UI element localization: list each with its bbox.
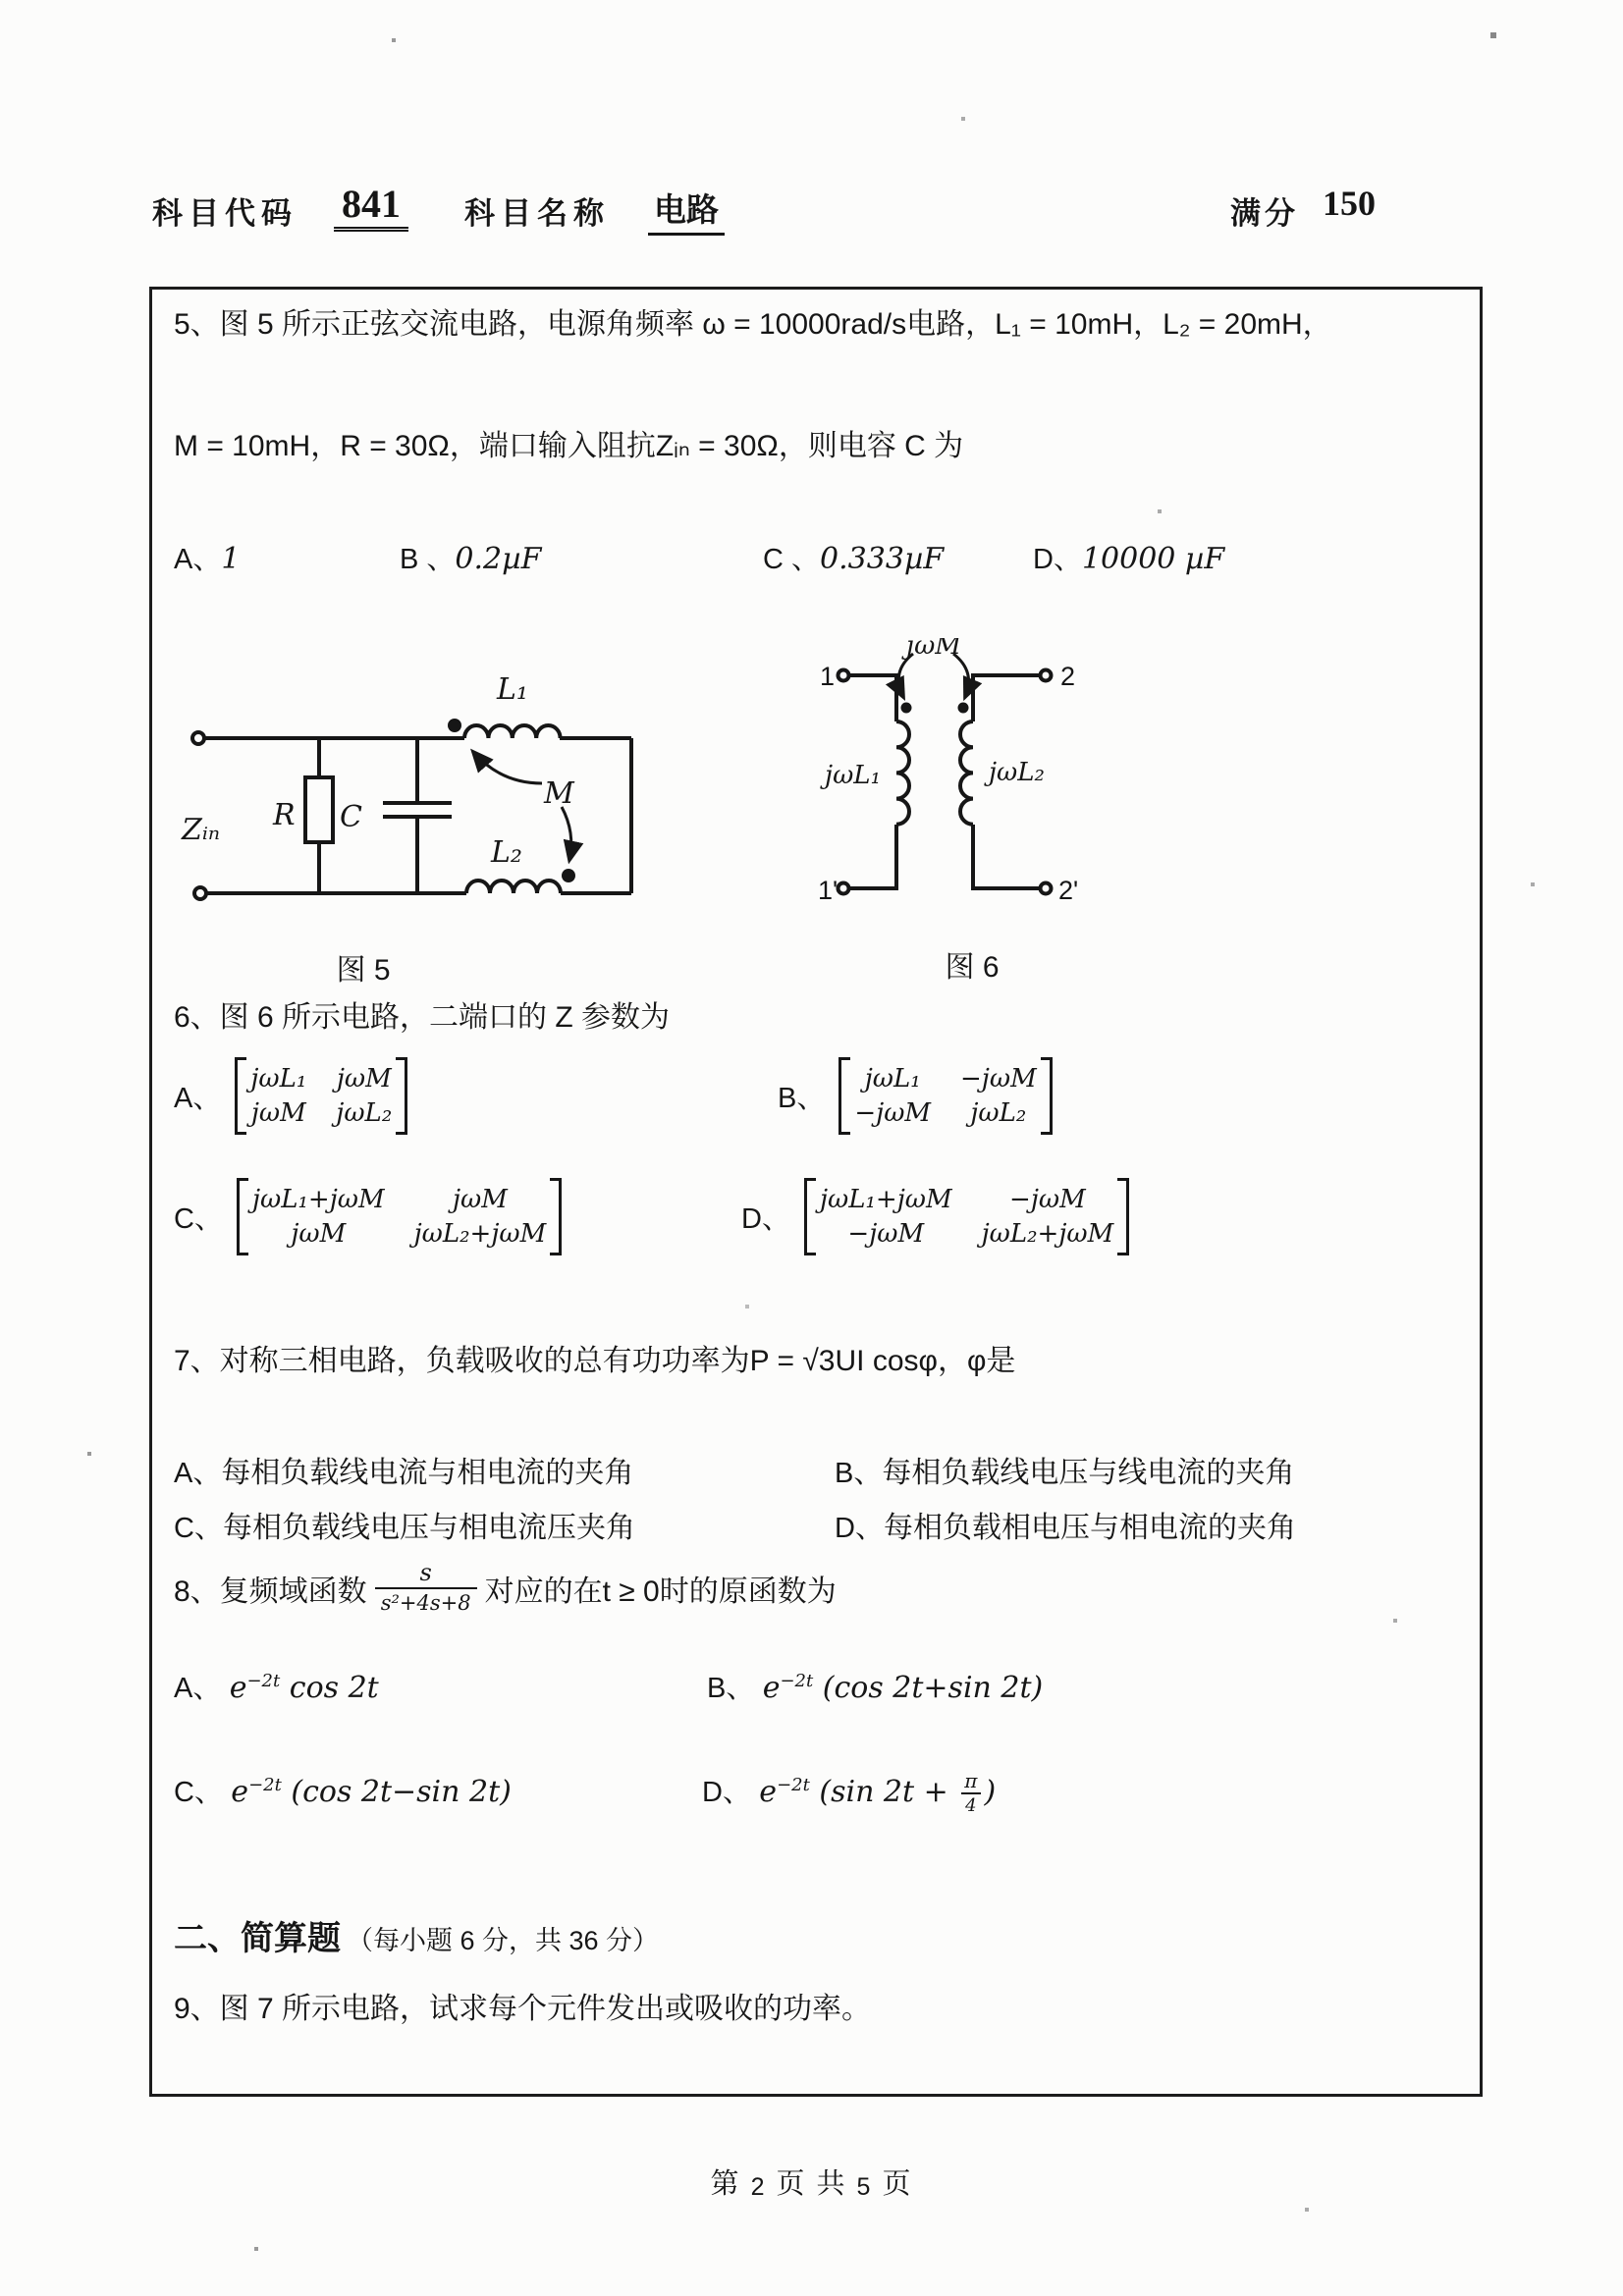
- matrix-cell: jωL₁+jωM: [251, 1185, 385, 1214]
- matrix-cell: −jωM: [854, 1097, 932, 1128]
- fig6-label-jwL1: jωL₁: [825, 761, 881, 790]
- matrix-cell: jωL₂: [970, 1097, 1027, 1128]
- fraction-denominator: s²+4s+8: [375, 1587, 477, 1615]
- pi-over-4-fraction: $\frac{\pi}{4}$: [960, 1771, 981, 1816]
- option-label: B、: [707, 1673, 755, 1704]
- fig5-terminal-top: [192, 732, 204, 744]
- fig6-inductor-L2: [960, 721, 973, 825]
- subject-code-value: 841: [334, 181, 408, 232]
- fig5-label-R: R: [273, 798, 296, 832]
- q8-fraction: [375, 1561, 477, 1615]
- fig6-inductor-L1: [896, 721, 909, 825]
- fig6-dot-L1: [901, 703, 912, 714]
- fig6-dot-L2: [958, 703, 969, 714]
- q6-option-d: [741, 1178, 1129, 1255]
- matrix-cell: jωM: [336, 1064, 392, 1094]
- fig5-label-M: M: [544, 776, 574, 811]
- page-footer: [0, 2162, 1623, 2202]
- matrix-cell: jωL₁: [250, 1064, 307, 1094]
- section-title: 二、简算题: [174, 1920, 341, 1957]
- option-label: B 、: [400, 544, 456, 575]
- matrix-cell: jωL₁+jωM: [819, 1185, 952, 1214]
- option-label: D、: [835, 1513, 884, 1544]
- q8-text-suffix: 对应的在t ≥ 0时的原函数为: [484, 1575, 837, 1608]
- matrix-cell: jωL₂+jωM: [981, 1218, 1114, 1249]
- question-6-text: 6、图 6 所示电路，二端口的 Z 参数为: [174, 1001, 671, 1034]
- matrix-cell: jωM: [291, 1218, 347, 1249]
- footer-middle: 页 共: [776, 2168, 847, 2200]
- section-2-header: [174, 1911, 659, 1959]
- total-pages: 5: [856, 2173, 873, 2201]
- q5-option-d: [1033, 537, 1224, 577]
- matrix-cell: jωL₁: [864, 1064, 921, 1094]
- fig6-terminal-2p: [1041, 883, 1052, 894]
- z-matrix: [839, 1057, 1052, 1135]
- q7-option-b: [835, 1448, 1294, 1491]
- q7-option-d: [835, 1503, 1296, 1546]
- question-5-line2: M = 10mH，R = 30Ω，端口输入阻抗Zᵢₙ = 30Ω，则电容 C 为: [174, 430, 964, 462]
- matrix-cell: −jωM: [847, 1218, 925, 1249]
- option-value: 10000 µF: [1081, 542, 1225, 576]
- fig5-resistor-R: [305, 777, 333, 842]
- q6-option-a: [174, 1057, 407, 1135]
- subject-name-value: 电路: [648, 185, 725, 236]
- question-7-text: 7、对称三相电路，负载吸收的总有功功率为P = √3UI cosφ，φ是: [174, 1345, 1016, 1377]
- option-value: 每相负载线电流与相电流的夹角: [221, 1457, 634, 1489]
- fig6-label-terminal-1p: 1': [818, 876, 839, 903]
- option-label: C 、: [763, 544, 821, 575]
- option-label: C、: [174, 1203, 223, 1236]
- option-label: D、: [702, 1777, 751, 1808]
- exam-header: [152, 179, 1478, 238]
- fig5-label-C: C: [340, 800, 362, 834]
- option-formula: $e^{-2t}$ (cos 2t+sin 2t): [762, 1671, 1044, 1705]
- footer-prefix: 第: [710, 2168, 741, 2200]
- q6-option-c: [174, 1178, 562, 1255]
- q8-option-a: [174, 1666, 379, 1706]
- option-label: D、: [1033, 544, 1082, 575]
- option-label: C、: [174, 1513, 223, 1544]
- figure-6-caption: 图 6: [945, 951, 1000, 984]
- option-label: A、: [174, 1458, 222, 1489]
- q7-option-c: [174, 1503, 635, 1546]
- fig6-label-jwL2: jωL₂: [989, 758, 1045, 787]
- fig5-label-L2: L₂: [491, 835, 522, 870]
- option-label: B、: [778, 1083, 826, 1115]
- fig6-label-terminal-1: 1: [820, 662, 836, 691]
- question-5-options: [174, 537, 1450, 586]
- matrix-cell: jωM: [452, 1185, 508, 1214]
- q8-option-b: [707, 1666, 1043, 1706]
- option-formula: $e^{-2t}$ (sin 2t + $\frac{\pi}{4}$ ): [759, 1769, 997, 1817]
- full-score-label: 满分: [1230, 196, 1299, 231]
- fig6-terminal-2: [1041, 670, 1052, 681]
- figure-5-caption: 图 5: [336, 954, 391, 987]
- option-value: 每相负载线电压与相电流压夹角: [222, 1512, 635, 1544]
- option-value: 1: [221, 542, 241, 576]
- section-note: （每小题 6 分，共 36 分）: [347, 1926, 660, 1955]
- footer-suffix: 页: [882, 2168, 913, 2200]
- content-box: [149, 287, 1483, 2097]
- scan-noise: [0, 0, 2, 2]
- option-value: 0.2µF: [455, 542, 542, 576]
- option-label: C、: [174, 1777, 223, 1808]
- z-matrix: [804, 1178, 1129, 1255]
- fig5-label-L1: L₁: [497, 672, 528, 707]
- fraction-numerator: s: [419, 1559, 432, 1586]
- matrix-cell: −jωM: [960, 1064, 1037, 1094]
- question-5-line1: 5、图 5 所示正弦交流电路，电源角频率 ω = 10000rad/s电路，L₁ = 10mH，L₂ = 20mH，: [174, 308, 1332, 341]
- subject-name-label: 科目名称: [464, 196, 610, 231]
- option-label: D、: [741, 1203, 790, 1236]
- z-matrix: [237, 1178, 562, 1255]
- option-value: 每相负载线电压与线电流的夹角: [882, 1457, 1295, 1489]
- fig5-dot-L2: [562, 869, 575, 882]
- fig5-inductor-L2: [466, 881, 561, 893]
- fig5-terminal-bottom: [194, 887, 206, 899]
- option-value: 每相负载相电压与相电流的夹角: [883, 1512, 1296, 1544]
- fig5-mutual-arrow-to-L1: [473, 752, 542, 783]
- fig5-label-Zin: Zᵢₙ: [182, 813, 221, 847]
- q7-option-a: [174, 1448, 633, 1491]
- option-label: B、: [835, 1458, 883, 1489]
- fig6-label-terminal-2: 2: [1060, 662, 1076, 691]
- option-formula: $e^{-2t}$ cos 2t: [229, 1671, 379, 1705]
- question-9-text: 9、图 7 所示电路，试求每个元件发出或吸收的功率。: [174, 1993, 872, 2025]
- page-number: 2: [750, 2173, 767, 2201]
- fig5-inductor-L1: [464, 725, 561, 738]
- q5-option-b: [400, 537, 541, 577]
- z-matrix: [235, 1057, 407, 1135]
- q5-option-c: [763, 537, 944, 577]
- fig6-terminal-1p: [839, 883, 849, 894]
- fig6-label-terminal-2p: 2': [1058, 876, 1079, 903]
- matrix-cell: −jωM: [1009, 1185, 1086, 1214]
- matrix-cell: jωM: [250, 1097, 306, 1128]
- fig5-mutual-arrow-to-L2: [562, 807, 571, 860]
- q6-option-b: [778, 1057, 1053, 1135]
- option-value: 0.333µF: [820, 542, 945, 576]
- figure-6-circuit-diagram: [818, 638, 1112, 903]
- q8-option-c: [174, 1770, 512, 1810]
- figure-5-circuit-diagram: [177, 667, 638, 933]
- fig6-label-jwM: jωM: [906, 638, 961, 661]
- question-8-text: [174, 1561, 837, 1615]
- fig6-terminal-1: [839, 670, 849, 681]
- option-label: A、: [174, 1083, 222, 1115]
- q5-option-a: [174, 537, 240, 577]
- q8-text-prefix: 8、复频域函数: [174, 1575, 367, 1608]
- subject-code-label: 科目代码: [152, 196, 298, 231]
- q8-option-d: [702, 1770, 996, 1816]
- matrix-cell: jωL₂: [336, 1097, 393, 1128]
- fig5-dot-L1: [448, 719, 461, 732]
- option-label: A、: [174, 1673, 222, 1704]
- full-score-value: 150: [1323, 184, 1376, 223]
- matrix-cell: jωL₂+jωM: [413, 1218, 547, 1249]
- option-formula: $e^{-2t}$ (cos 2t−sin 2t): [231, 1775, 512, 1809]
- option-label: A、: [174, 544, 222, 575]
